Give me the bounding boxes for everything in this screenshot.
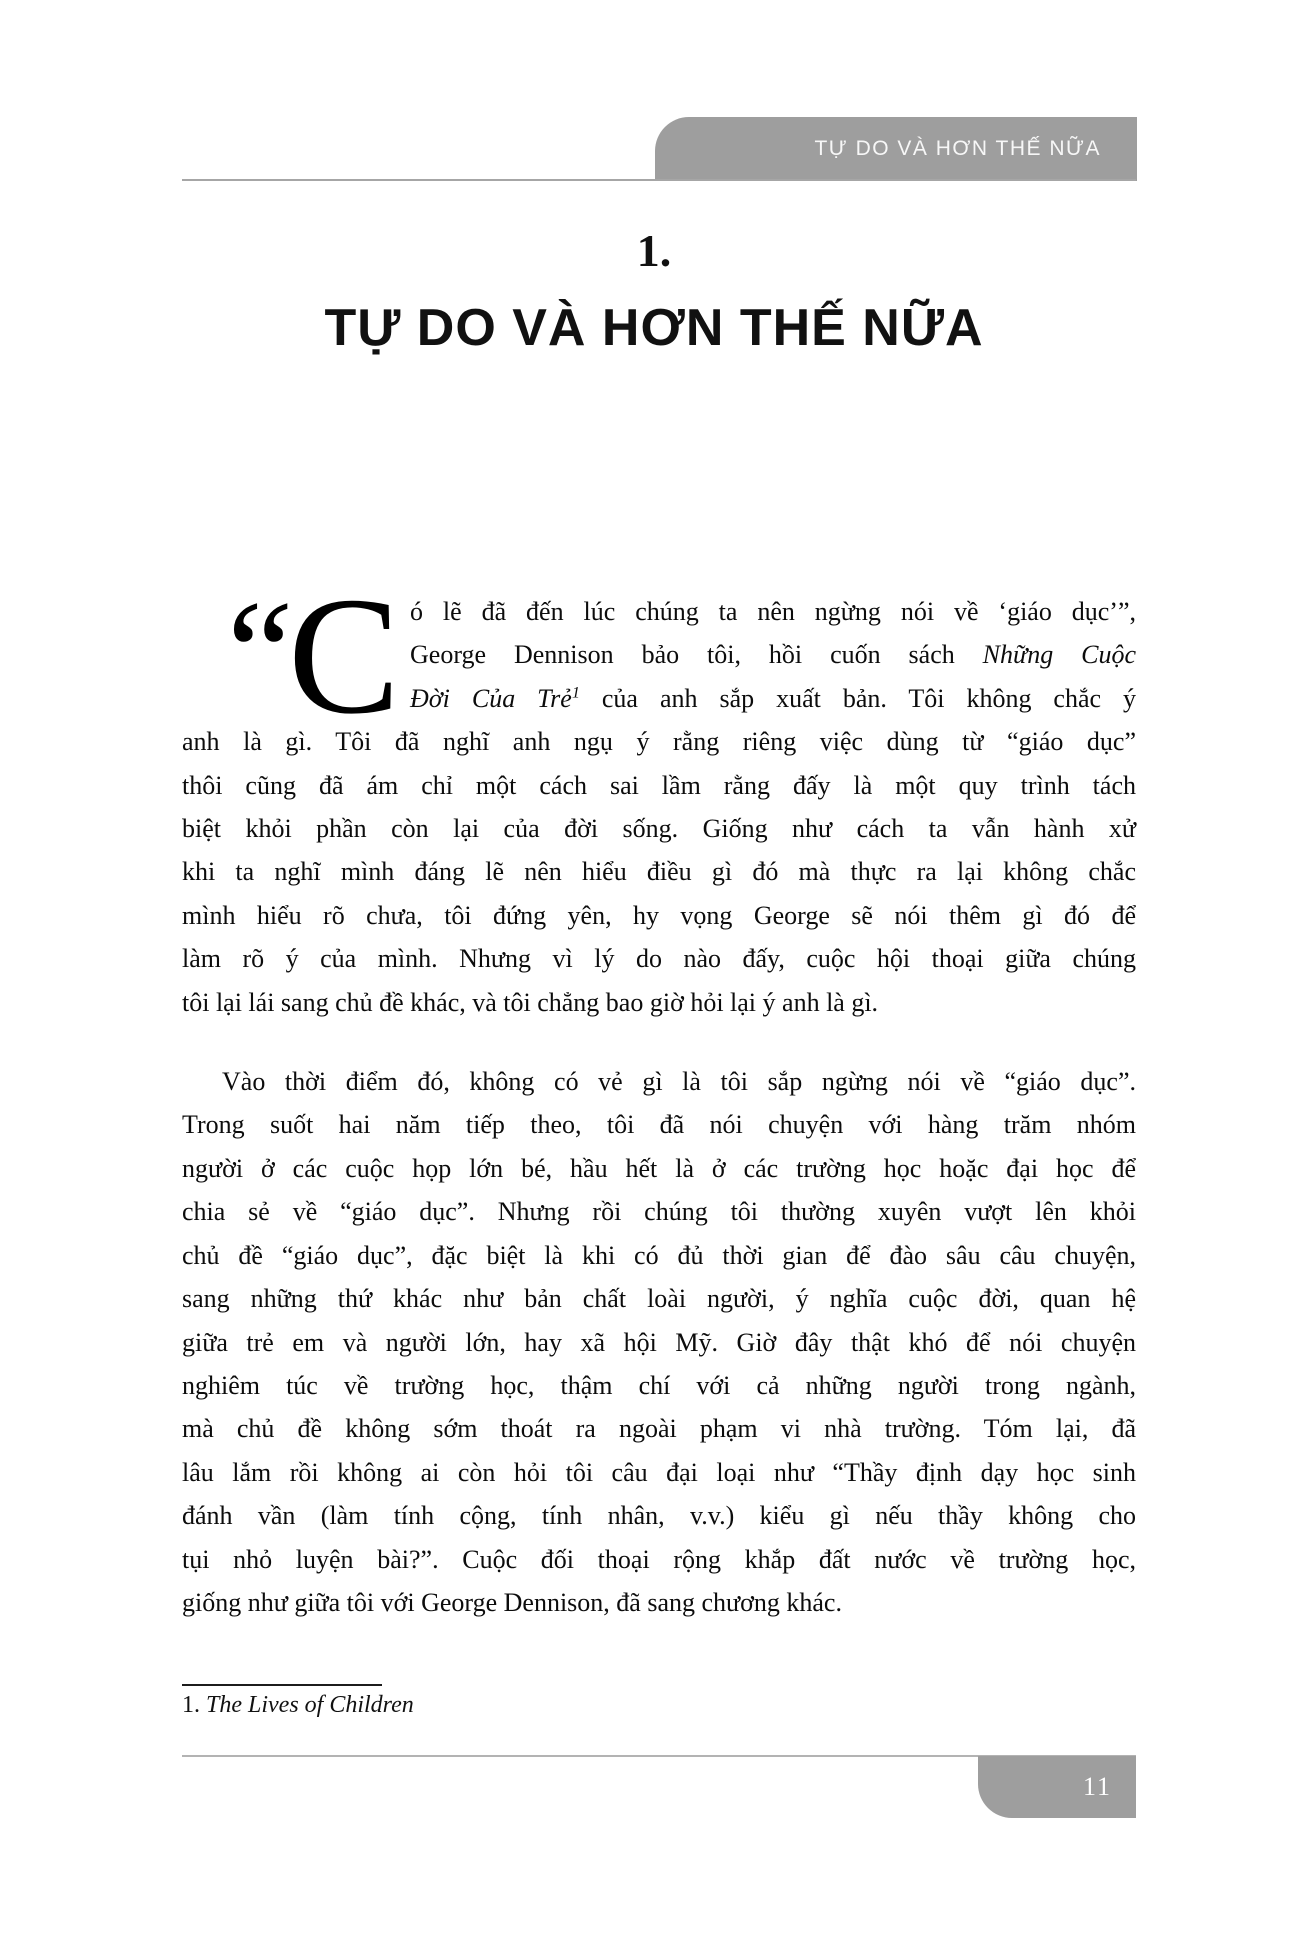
body-text [182,563,1137,1624]
chapter-title: TỰ DO VÀ HƠN THẾ NỮA [324,299,984,357]
text-line: sang những thứ khác như bản chất loài người, ý nghĩa cuộc đời, quan hệ [182,1284,1136,1314]
footnote-marker: 1. [182,1692,200,1718]
text-line: mà chủ đề không sớm thoát ra ngoài phạm vi nhà trường. Tóm lại, đã [182,1414,1136,1444]
dropcap-letter: C [288,563,401,749]
text-line: Vào thời điểm đó, không có vẻ gì là tôi sắp ngừng nói về “giáo dục”. [222,1067,1136,1097]
footnote-rule [182,1684,382,1686]
page-number: 11 [1082,1772,1112,1801]
running-header-label: TỰ DO VÀ HƠN THẾ NỮA [814,137,1101,160]
open-quote-mark: “ [212,570,296,736]
text-line: thôi cũng đã ám chỉ một cách sai lầm rằng đấy là một quy trình tách [182,770,1136,800]
text-line: lâu lắm rồi không ai còn hỏi tôi câu đại loại như “Thầy định dạy học sinh [182,1457,1136,1487]
footnote [182,1692,414,1719]
text-line: người ở các cuộc họp lớn bé, hầu hết là ở các trường học hoặc đại học để [182,1153,1136,1183]
text-line: nghiêm túc về trường học, thậm chí với cả những người trong ngành, [182,1370,1136,1400]
text-line: George Dennison bảo tôi, hồi cuốn sách Những Cuộc [410,640,1137,670]
text-line: biệt khỏi phần còn lại của đời sống. Giống như cách ta vẫn hành xử [182,814,1136,844]
text-line: khi ta nghĩ mình đáng lẽ nên hiểu điều gì đó mà thực ra lại không chắc [182,857,1136,887]
chapter-number: 1. [636,225,672,276]
text-line: đánh vần (làm tính cộng, tính nhân, v.v.) kiểu gì nếu thầy không cho [182,1501,1136,1531]
text-line: chia sẻ về “giáo dục”. Nhưng rồi chúng tôi thường xuyên vượt lên khỏi [182,1197,1136,1227]
text-line: anh là gì. Tôi đã nghĩ anh ngụ ý rằng riêng việc dùng từ “giáo dục” [182,727,1136,757]
dropcap-group [182,563,410,749]
paragraph-2 [182,1060,1136,1624]
text-line: tụi nhỏ luyện bài?”. Cuộc đối thoại rộng khắp đất nước về trường học, [182,1544,1136,1574]
text-line: giữa trẻ em và người lớn, hay xã hội Mỹ. Giờ đây thật khó để nói chuyện [182,1327,1136,1357]
text-line: mình hiểu rõ chưa, tôi đứng yên, hy vọng George sẽ nói thêm gì đó để [182,900,1136,930]
text-line: Đời Của Trẻ$^1$ của anh sắp xuất bản. Tôi không chắc ý [410,683,1137,713]
text-line: tôi lại lái sang chủ đề khác, và tôi chẳng bao giờ hỏi lại ý anh là gì. [182,987,879,1017]
text-line: ó lẽ đã đến lúc chúng ta nên ngừng nói về ‘giáo dục’”, [410,597,1136,626]
page-number-tab [978,1756,1136,1818]
text-line: chủ đề “giáo dục”, đặc biệt là khi có đủ thời gian để đào sâu câu chuyện, [182,1240,1136,1270]
footnote-title: The Lives of Children [206,1692,414,1718]
text-line: giống như giữa tôi với George Dennison, đã sang chương khác. [182,1587,842,1617]
text-line: làm rõ ý của mình. Nhưng vì lý do nào đấy, cuộc hội thoại giữa chúng [182,944,1136,974]
paragraph-1 [182,563,1137,1024]
header-rule [182,179,1136,181]
text-line: Trong suốt hai năm tiếp theo, tôi đã nói chuyện với hàng trăm nhóm [182,1110,1136,1140]
running-header-tab [655,117,1137,181]
